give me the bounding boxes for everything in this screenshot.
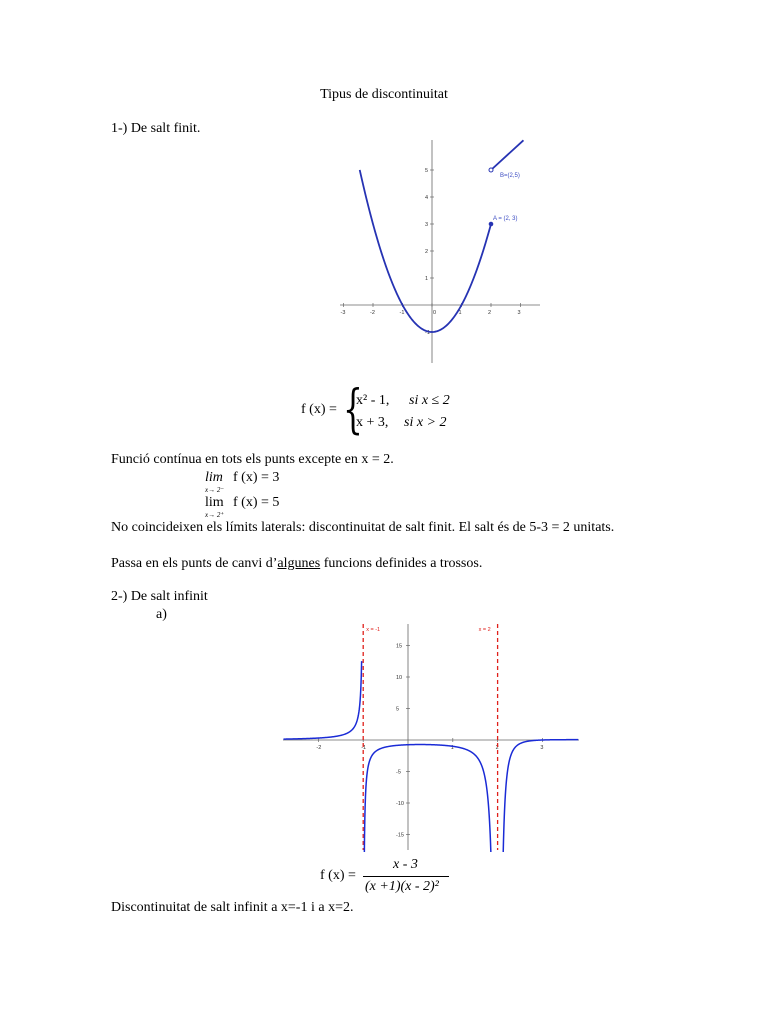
branch-left <box>283 661 361 739</box>
x-tick-label: 2 <box>495 745 499 751</box>
rational-lhs: f (x) = <box>320 868 356 883</box>
section2-sub: a) <box>156 607 167 622</box>
y-tick-label: -10 <box>396 801 404 807</box>
x-tick-label: 3 <box>540 745 544 751</box>
x-tick-label: 3 <box>517 310 521 316</box>
formula-case2-cond: si x > 2 <box>404 415 447 430</box>
formula-case2-expr: x + 3, <box>356 415 389 430</box>
lim2-sub: x→ 2⁺ <box>205 511 225 519</box>
lim1-op: lim <box>205 470 223 485</box>
rational-numerator: x - 3 <box>393 857 418 872</box>
section1-text3 <box>111 556 482 572</box>
piecewise-graph <box>335 135 545 365</box>
branch-right <box>499 740 579 852</box>
point-A <box>489 222 494 227</box>
rational-denominator: (x +1)(x - 2)² <box>365 879 439 894</box>
formula-case1-cond: si x ≤ 2 <box>409 393 450 408</box>
text3-underlined: algunes <box>277 556 321 571</box>
x-tick-label: 0 <box>433 310 437 316</box>
y-tick-label: 10 <box>396 675 403 681</box>
formula-brace: { <box>343 380 363 440</box>
x-tick-label: -2 <box>370 310 375 316</box>
y-tick-label: 2 <box>425 249 429 255</box>
y-tick-label: 5 <box>425 168 429 174</box>
lim2-op: lim <box>205 495 224 510</box>
y-tick-label: 3 <box>425 222 429 228</box>
infinite-jump-graph <box>283 622 581 852</box>
formula-lhs: f (x) = <box>301 402 337 417</box>
x-tick-label: -2 <box>316 745 322 751</box>
section1-heading: 1-) De salt finit. <box>111 121 201 136</box>
x-tick-label: -1 <box>399 310 405 316</box>
x-tick-label: 1 <box>458 310 462 316</box>
lim1-sub: x→ 2⁻ <box>205 486 225 494</box>
y-tick-label: 5 <box>396 706 400 713</box>
line-curve <box>491 140 523 170</box>
y-tick-label: 15 <box>396 643 403 650</box>
lim1-expr: f (x) = 3 <box>233 470 280 485</box>
section1-text2: No coincideixen els límits laterals: discontinuitat de salt finit. El salt és de 5-3 = 2 unitats. <box>111 520 615 535</box>
y-tick-label: 4 <box>425 195 429 201</box>
page-title: Tipus de discontinuitat <box>320 87 448 102</box>
y-tick-label: -5 <box>396 769 401 776</box>
point-A-label: A = (2, 3) <box>493 216 518 222</box>
fraction-bar <box>363 876 449 877</box>
section2-heading: 2-) De salt infinit <box>111 589 208 604</box>
text3-before: Passa en els punts de canvi d’ <box>111 556 278 571</box>
section2-text1: Discontinuitat de salt infinit a x=-1 i a x=2. <box>111 900 354 915</box>
x-tick-label: -1 <box>361 745 367 751</box>
text3-after: funcions definides a trossos. <box>320 556 483 571</box>
point-B <box>489 168 493 172</box>
branch-middle <box>364 745 496 852</box>
point-B-label: B=(2,5) <box>500 173 520 179</box>
x-tick-label: 2 <box>488 310 492 316</box>
y-tick-label: 1 <box>425 276 429 282</box>
y-tick-label: -15 <box>396 832 404 839</box>
asymptote1-label: x = -1 <box>366 627 381 633</box>
formula-case1-expr: x² - 1, <box>356 393 390 408</box>
asymptote2-label: x = 2 <box>478 627 491 633</box>
x-tick-label: -3 <box>340 310 346 316</box>
lim2-expr: f (x) = 5 <box>233 495 280 510</box>
x-tick-label: 1 <box>450 745 454 751</box>
section1-text1: Funció contínua en tots els punts excepte en x = 2. <box>111 452 394 467</box>
y-tick-label: -1 <box>425 330 430 336</box>
